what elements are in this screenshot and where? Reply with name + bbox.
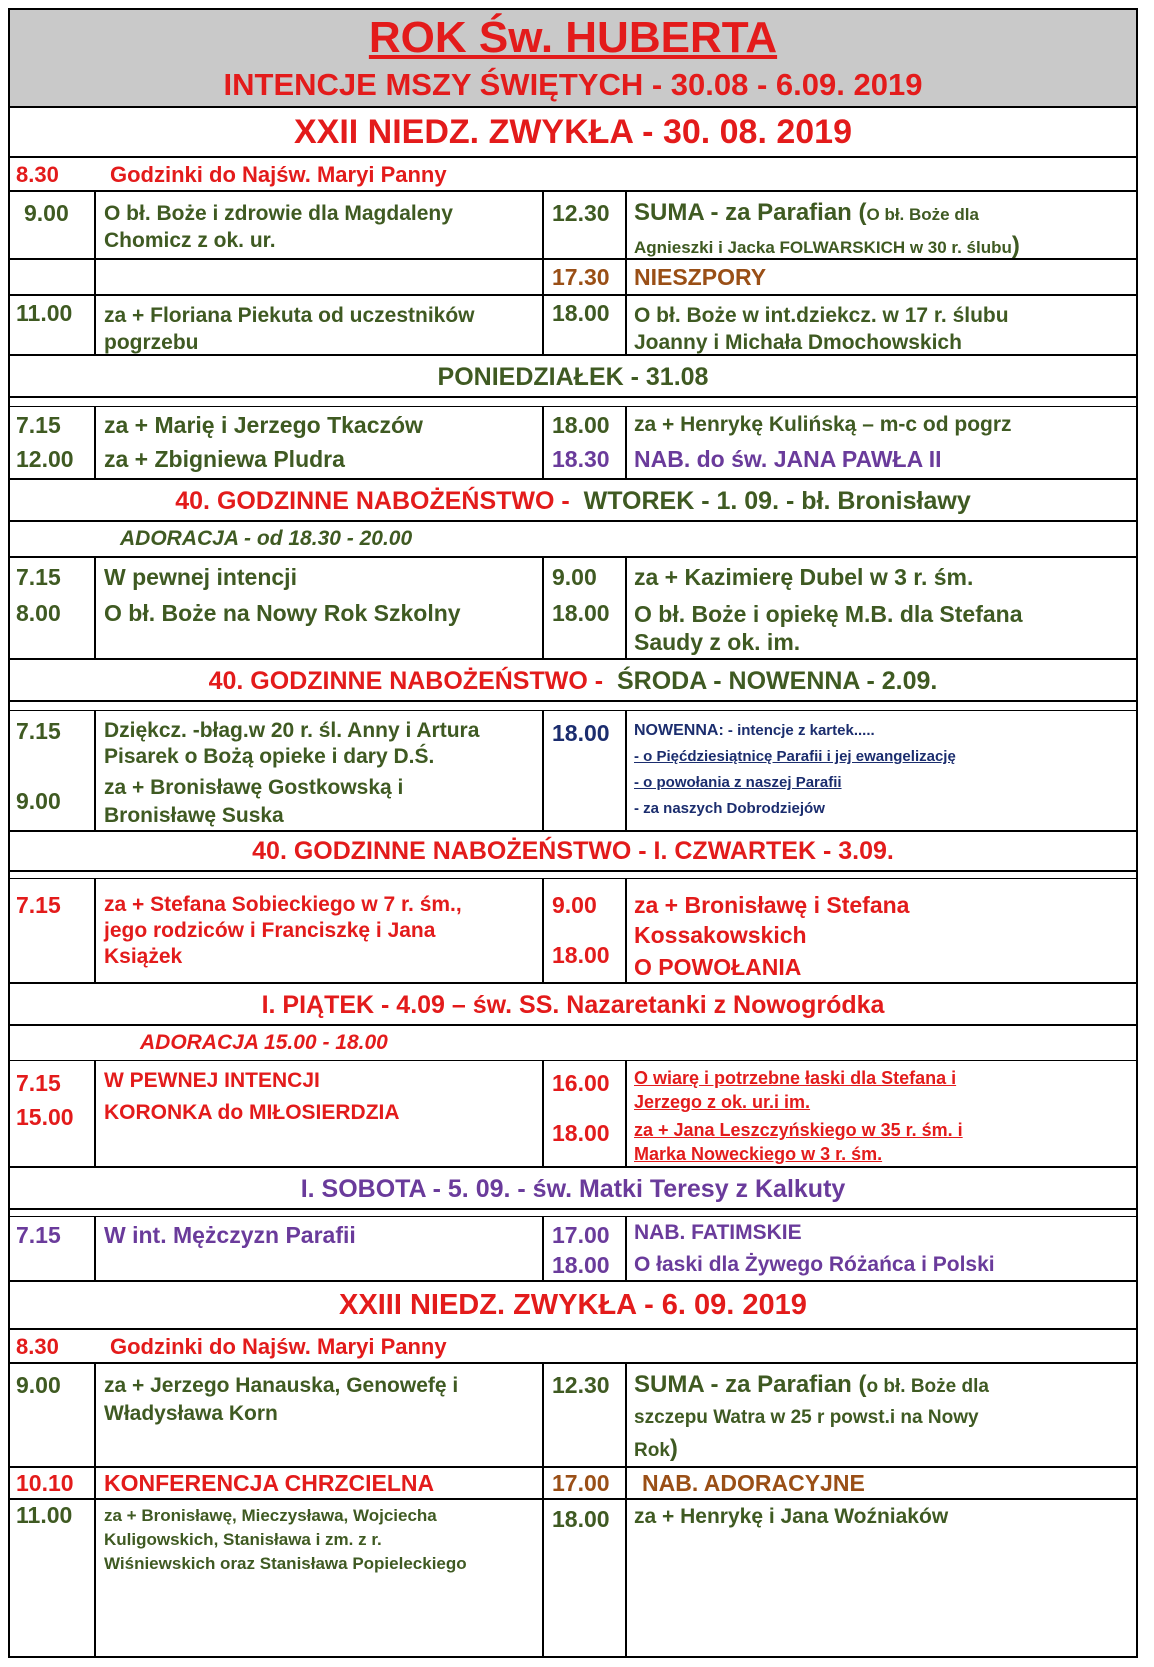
mass-intention: za + Stefana Sobieckiego w 7 r. śm., jego rodziców i Franciszkę i Jana Książek	[104, 893, 462, 968]
mass-time: 18.00	[552, 1252, 610, 1278]
mass-time: 9.00	[552, 892, 597, 918]
mass-intention: KONFERENCJA CHRZCIELNA	[104, 1470, 435, 1496]
mass-time: 9.00	[16, 788, 61, 814]
mass-time: 7.15	[16, 1070, 61, 1096]
page-title: ROK Św. HUBERTA	[368, 13, 778, 62]
mass-intention: O bł. Boże i zdrowie dla Magdaleny Chomicz z ok. ur.	[104, 202, 453, 252]
mass-time: 8.30	[16, 1334, 59, 1359]
mass-intention: O bł. Boże na Nowy Rok Szkolny	[104, 600, 461, 626]
mass-intention: W PEWNEJ INTENCJI	[104, 1069, 320, 1092]
mass-time: 9.00	[24, 200, 69, 226]
mass-time: 18.00	[552, 412, 610, 438]
mass-intention: Godzinki do Najśw. Maryi Panny	[110, 1334, 447, 1359]
mass-intention: Godzinki do Najśw. Maryi Panny	[110, 162, 447, 187]
mass-time: 10.10	[16, 1470, 74, 1496]
day-heading: I. PIĄTEK - 4.09 – św. SS. Nazaretanki z Nowogródka	[261, 991, 885, 1019]
mass-time: 17.30	[552, 264, 610, 290]
mass-intention: NIESZPORY	[634, 264, 767, 290]
mass-intention: NAB. FATIMSKIE	[634, 1221, 802, 1244]
tuesday-heading	[10, 478, 1136, 520]
mass-time: 7.15	[16, 412, 61, 438]
day-heading: 40. GODZINNE NABOŻEŃSTWO - ŚRODA - NOWENNA - 2.09.	[208, 667, 938, 695]
mass-time: 18.00	[552, 942, 610, 968]
mass-intention: O bł. Boże i opiekę M.B. dla Stefana Saudy z ok. im.	[634, 601, 1023, 655]
page-subtitle: INTENCJE MSZY ŚWIĘTYCH - 30.08 - 6.09. 2019	[223, 67, 923, 102]
mass-time: 7.15	[16, 718, 61, 744]
mass-intention: NAB. ADORACYJNE	[642, 1470, 865, 1496]
mass-time: 9.00	[552, 564, 597, 590]
tuesday-block	[10, 520, 1136, 658]
day-heading: 40. GODZINNE NABOŻEŃSTWO - I. CZWARTEK - 3.09.	[252, 837, 894, 865]
day-heading: PONIEDZIAŁEK - 31.08	[437, 363, 709, 391]
mass-intention: SUMA - za Parafian (O bł. Boże dla Agnieszki i Jacka FOLWARSKICH w 30 r. ślubu)	[634, 199, 1020, 259]
mass-time: 8.00	[16, 600, 61, 626]
mass-intention: O łaski dla Żywego Różańca i Polski	[634, 1253, 995, 1276]
sunday-06-09-heading	[10, 1280, 1136, 1328]
mass-time: 18.00	[552, 600, 610, 626]
mass-time: 18.00	[552, 720, 610, 746]
thursday-heading	[10, 830, 1136, 870]
mass-intention: za + Jerzego Hanauska, Genowefę i Władysława Korn	[104, 1374, 459, 1425]
sunday-06-09-block	[10, 1328, 1136, 1656]
mass-intention: za + Marię i Jerzego Tkaczów	[104, 412, 423, 438]
mass-time: 16.00	[552, 1070, 610, 1096]
mass-intention: NAB. do św. JANA PAWŁA II	[634, 446, 942, 472]
novena-intentions: NOWENNA: - intencje z kartek..... - o Pięćdziesiątnicę Parafii i jej ewangelizację - o powołania z naszej Parafii - za naszych Dobrodziejów	[634, 722, 956, 817]
mass-intention: O POWOŁANIA	[634, 954, 802, 980]
mass-time: 18.30	[552, 446, 610, 472]
sunday-30-08-heading	[10, 106, 1136, 156]
saturday-block	[10, 1208, 1136, 1280]
mass-intention: W pewnej intencji	[104, 564, 297, 590]
header	[10, 10, 1136, 106]
mass-time: 8.30	[16, 162, 59, 187]
mass-time: 18.00	[552, 300, 610, 326]
mass-time: 11.00	[16, 300, 73, 326]
thursday-block	[10, 870, 1136, 982]
adoration-note: ADORACJA - od 18.30 - 20.00	[120, 527, 413, 550]
monday-block	[10, 396, 1136, 478]
mass-intention: za + Jana Leszczyńskiego w 35 r. śm. i Marka Noweckiego w 3 r. śm.	[634, 1120, 963, 1164]
mass-time: 17.00	[552, 1470, 610, 1496]
mass-intention: za + Kazimierę Dubel w 3 r. śm.	[634, 564, 974, 590]
mass-intention: za + Henrykę Kulińską – m-c od pogrz	[634, 413, 1012, 436]
mass-time: 7.15	[16, 564, 61, 590]
mass-intention: za + Zbigniewa Pludra	[104, 446, 345, 472]
mass-time: 15.00	[16, 1104, 74, 1130]
mass-time: 18.00	[552, 1120, 610, 1146]
mass-intention: W int. Mężczyzn Parafii	[104, 1222, 356, 1248]
monday-heading	[10, 354, 1136, 396]
friday-block	[10, 1024, 1136, 1166]
adoration-note: ADORACJA 15.00 - 18.00	[140, 1031, 388, 1054]
mass-time: 11.00	[16, 1502, 73, 1528]
mass-intention: KORONKA do MIŁOSIERDZIA	[104, 1101, 400, 1124]
mass-time: 12.30	[552, 200, 610, 226]
mass-intention: za + Floriana Piekuta od uczestników pogrzebu	[104, 304, 475, 354]
sunday-30-08-block	[10, 156, 1136, 354]
mass-intention: za + Bronisławę i Stefana Kossakowskich	[634, 892, 910, 948]
mass-intention: O wiarę i potrzebne łaski dla Stefana i Jerzego z ok. ur.i im.	[634, 1068, 957, 1112]
friday-heading	[10, 982, 1136, 1024]
mass-time: 18.00	[552, 1506, 610, 1532]
wednesday-heading	[10, 658, 1136, 700]
wednesday-block	[10, 700, 1136, 830]
mass-time: 9.00	[16, 1372, 61, 1398]
intentions-sheet	[8, 8, 1138, 1658]
mass-time: 12.30	[552, 1372, 610, 1398]
mass-intention: za + Bronisławę, Mieczysława, Wojciecha Kuligowskich, Stanisława i zm. z r. Wiśniewskich oraz Stanisława Popieleckiego	[104, 1506, 467, 1573]
day-heading: I. SOBOTA - 5. 09. - św. Matki Teresy z Kalkuty	[300, 1175, 846, 1203]
mass-intention: O bł. Boże w int.dziekcz. w 17 r. ślubu Joanny i Michała Dmochowskich	[634, 304, 1009, 354]
mass-time: 17.00	[552, 1222, 610, 1248]
mass-intention: za + Bronisławę Gostkowską i Bronisławę Suska	[104, 776, 404, 827]
mass-intention: Dziękcz. -błag.w 20 r. śl. Anny i Artura Pisarek o Bożą opieke i dary D.Ś.	[104, 719, 480, 768]
mass-intention: SUMA - za Parafian (o bł. Boże dla szczepu Watra w 25 r powst.i na Nowy Rok)	[634, 1371, 989, 1462]
mass-time: 12.00	[16, 446, 74, 472]
saturday-heading	[10, 1166, 1136, 1208]
mass-time: 7.15	[16, 1222, 61, 1248]
day-heading: XXIII NIEDZ. ZWYKŁA - 6. 09. 2019	[339, 1289, 807, 1321]
day-heading: 40. GODZINNE NABOŻEŃSTWO - WTOREK - 1. 09. - bł. Bronisławy	[175, 487, 971, 515]
mass-intention: za + Henrykę i Jana Woźniaków	[634, 1505, 949, 1528]
mass-time: 7.15	[16, 892, 61, 918]
day-heading: XXII NIEDZ. ZWYKŁA - 30. 08. 2019	[293, 113, 852, 151]
